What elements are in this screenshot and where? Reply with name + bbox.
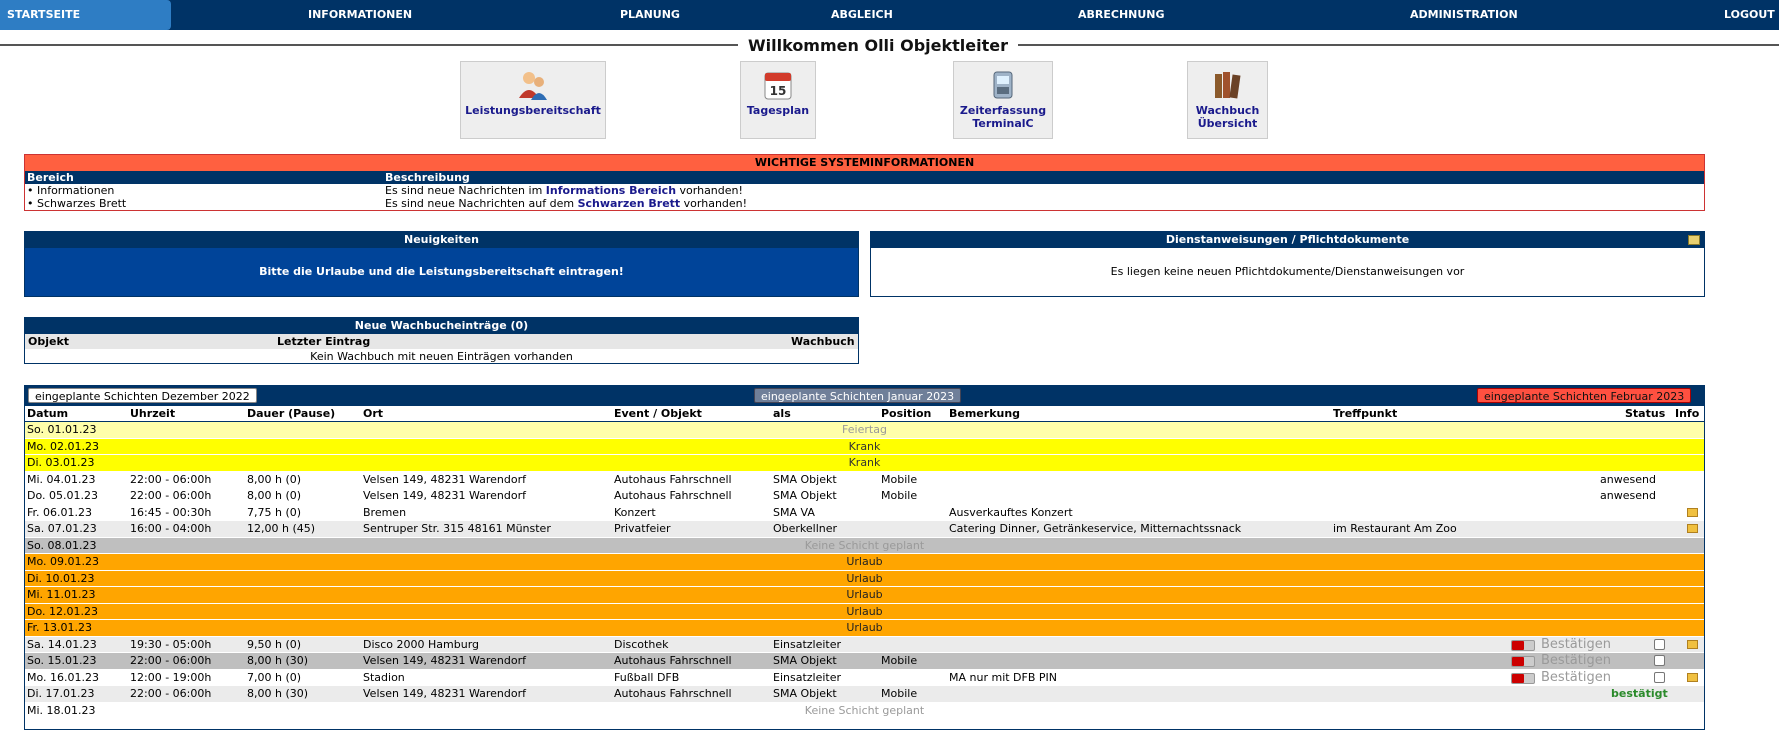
shift-als: Oberkellner	[773, 522, 838, 535]
row-bereich: • Informationen	[27, 184, 115, 197]
documents-body: Es liegen keine neuen Pflichtdokumente/Dienstanweisungen vor	[1110, 265, 1465, 278]
shift-treffpunkt: im Restaurant Am Zoo	[1333, 522, 1457, 535]
col-beschreibung: Beschreibung	[385, 171, 470, 184]
col-als: als	[773, 407, 791, 420]
shift-event: Autohaus Fahrschnell	[614, 489, 732, 502]
tile-zeiterfassung[interactable]	[953, 61, 1053, 139]
shift-bemerkung: Catering Dinner, Getränkeservice, Mitternachtssnack	[949, 522, 1242, 535]
shift-als: SMA VA	[773, 505, 815, 519]
shift-als: SMA Objekt	[773, 687, 837, 700]
wachbuch-title: Neue Wachbucheinträge (0)	[25, 318, 858, 334]
shift-date: Sa. 07.01.23	[27, 522, 97, 535]
shift-dauer: 8,00 h (0)	[247, 489, 302, 502]
col-letzter-eintrag: Letzter Eintrag	[277, 335, 371, 348]
shift-date: Di. 03.01.23	[27, 456, 95, 469]
shift-row	[25, 571, 1704, 588]
shift-date: So. 08.01.23	[27, 538, 97, 552]
shift-date: Fr. 13.01.23	[27, 621, 93, 634]
confirm-button[interactable]: Bestätigen	[1541, 636, 1611, 652]
shift-position: Mobile	[881, 687, 918, 700]
shift-row	[25, 587, 1704, 604]
shift-status-text: Krank	[848, 456, 881, 469]
shift-ort: Disco 2000 Hamburg	[363, 637, 480, 651]
shift-ort: Velsen 149, 48231 Warendorf	[363, 654, 526, 667]
shift-dauer: 7,00 h (0)	[247, 670, 302, 684]
shift-bemerkung: Ausverkauftes Konzert	[949, 505, 1073, 519]
shift-uhrzeit: 16:00 - 04:00h	[130, 522, 212, 535]
page-title: Willkommen Olli Objektleiter	[738, 36, 1018, 55]
text-pre: Es sind neue Nachrichten auf dem	[385, 197, 578, 210]
shift-status-text: Urlaub	[846, 571, 883, 585]
shift-als: Einsatzleiter	[773, 670, 842, 684]
tile-tagesplan[interactable]	[740, 61, 816, 139]
shift-ort: Sentruper Str. 315 48161 Münster	[363, 522, 551, 535]
col-uhrzeit: Uhrzeit	[130, 407, 176, 420]
shift-rows	[25, 422, 1704, 719]
row-bereich: • Schwarzes Brett	[27, 197, 127, 210]
shift-status-text: Krank	[848, 439, 881, 453]
confirm-toggle[interactable]	[1511, 673, 1535, 684]
shift-status-text: Feiertag	[842, 423, 887, 436]
shift-event: Fußball DFB	[614, 670, 680, 684]
shift-row	[25, 521, 1704, 538]
confirm-toggle[interactable]	[1511, 640, 1535, 651]
shift-uhrzeit: 22:00 - 06:00h	[130, 489, 212, 502]
shift-row	[25, 472, 1704, 489]
nav-informationen[interactable]: INFORMATIONEN	[308, 8, 413, 21]
tab-februar[interactable]: eingeplante Schichten Februar 2023	[1477, 388, 1691, 403]
shift-event: Discothek	[614, 637, 669, 651]
col-bemerkung: Bemerkung	[949, 407, 1021, 420]
confirm-button[interactable]: Bestätigen	[1541, 653, 1611, 668]
tab-januar[interactable]: eingeplante Schichten Januar 2023	[754, 388, 961, 403]
tile-leistungsbereitschaft[interactable]	[460, 61, 606, 139]
shift-status-text: Urlaub	[846, 621, 883, 634]
shift-dauer: 8,00 h (30)	[247, 687, 309, 700]
shift-date: Mi. 04.01.23	[27, 472, 96, 486]
shift-dauer: 8,00 h (0)	[247, 472, 302, 486]
shift-row	[25, 637, 1704, 654]
tile-label: Leistungsbereitschaft	[465, 104, 601, 117]
shift-date: Fr. 06.01.23	[27, 505, 93, 519]
shift-date: Di. 10.01.23	[27, 571, 95, 585]
shift-status: anwesend	[1600, 489, 1656, 502]
documents-panel	[870, 231, 1705, 297]
col-event: Event / Objekt	[614, 407, 702, 420]
shift-row	[25, 554, 1704, 571]
shift-event: Autohaus Fahrschnell	[614, 654, 732, 667]
shift-row	[25, 488, 1704, 505]
text-post: vorhanden!	[676, 184, 743, 197]
shift-row	[25, 686, 1704, 703]
shift-als: SMA Objekt	[773, 654, 837, 667]
shift-date: Mi. 18.01.23	[27, 703, 96, 717]
books-icon	[1211, 68, 1245, 102]
wachbuch-empty: Kein Wachbuch mit neuen Einträgen vorhanden	[310, 350, 573, 363]
text-post: vorhanden!	[680, 197, 748, 210]
calendar-icon	[761, 68, 795, 102]
col-objekt: Objekt	[28, 335, 70, 348]
col-ort: Ort	[363, 407, 384, 420]
shift-status-text: Urlaub	[846, 555, 883, 568]
documents-title-text: Dienstanweisungen / Pflichtdokumente	[1165, 233, 1410, 246]
confirm-toggle[interactable]	[1511, 656, 1535, 667]
shifts-panel	[24, 385, 1705, 730]
shift-date: So. 01.01.23	[27, 423, 97, 436]
shift-date: Do. 05.01.23	[27, 489, 98, 502]
shift-row	[25, 604, 1704, 621]
shift-row	[25, 653, 1704, 670]
shift-event: Konzert	[614, 505, 656, 519]
shift-dauer: 12,00 h (45)	[247, 522, 316, 535]
shift-status-text: Keine Schicht geplant	[804, 703, 925, 717]
col-treffpunkt: Treffpunkt	[1333, 407, 1398, 420]
shift-row	[25, 505, 1704, 522]
shift-row	[25, 538, 1704, 555]
folder-icon[interactable]	[1688, 235, 1700, 245]
shift-status-text: Urlaub	[846, 604, 883, 618]
news-body: Bitte die Urlaube und die Leistungsbereitschaft eintragen!	[25, 248, 858, 296]
link-schwarzes-brett[interactable]: Schwarzen Brett	[577, 197, 681, 210]
shift-uhrzeit: 16:45 - 00:30h	[130, 505, 212, 519]
shift-position: Mobile	[881, 654, 918, 667]
nav-startseite[interactable]: STARTSEITE	[0, 0, 171, 30]
system-info-row	[25, 184, 1704, 197]
tile-label-1: Zeiterfassung	[959, 104, 1047, 117]
confirm-checkbox[interactable]	[1654, 639, 1665, 650]
col-wachbuch: Wachbuch	[791, 335, 855, 348]
nav-administration[interactable]: ADMINISTRATION	[1410, 8, 1518, 21]
people-icon	[516, 68, 550, 102]
shift-ort: Velsen 149, 48231 Warendorf	[363, 472, 526, 486]
tile-label: Tagesplan	[746, 104, 810, 117]
link-informations-bereich[interactable]: Informations Bereich	[545, 184, 677, 197]
shift-date: Mo. 16.01.23	[27, 670, 100, 684]
row-beschreibung	[385, 184, 743, 197]
shift-date: Do. 12.01.23	[27, 604, 98, 618]
shift-row	[25, 455, 1704, 472]
shift-event: Autohaus Fahrschnell	[614, 472, 732, 486]
nav-logout[interactable]: LOGOUT	[1724, 8, 1775, 21]
confirm-checkbox[interactable]	[1654, 655, 1665, 666]
info-icon[interactable]	[1687, 508, 1698, 517]
shift-dauer: 9,50 h (0)	[247, 637, 302, 651]
shift-date: Di. 17.01.23	[27, 687, 95, 700]
shift-ort: Stadion	[363, 670, 405, 684]
nav-abrechnung[interactable]: ABRECHNUNG	[1078, 8, 1165, 21]
shift-table-header	[25, 406, 1704, 422]
shift-status-confirmed: bestätigt	[1611, 687, 1668, 700]
shift-ort: Bremen	[363, 505, 407, 519]
shift-row	[25, 422, 1704, 439]
shift-row	[25, 620, 1704, 637]
col-dauer: Dauer (Pause)	[247, 407, 336, 420]
text-pre: Es sind neue Nachrichten im	[385, 184, 546, 197]
shift-status-text: Urlaub	[846, 588, 883, 601]
confirm-button[interactable]: Bestätigen	[1541, 669, 1611, 685]
shift-status: anwesend	[1600, 472, 1656, 486]
shift-als: Einsatzleiter	[773, 637, 842, 651]
system-info-title: WICHTIGE SYSTEMINFORMATIONEN	[25, 155, 1704, 171]
confirm-checkbox[interactable]	[1654, 672, 1665, 683]
row-beschreibung	[385, 197, 747, 210]
news-title: Neuigkeiten	[25, 232, 858, 248]
col-info: Info	[1675, 407, 1700, 420]
shift-als: SMA Objekt	[773, 489, 837, 502]
shift-date: Sa. 14.01.23	[27, 637, 97, 651]
news-panel	[24, 231, 859, 297]
nav-abgleich[interactable]: ABGLEICH	[831, 8, 893, 21]
shift-date: Mi. 11.01.23	[27, 588, 96, 601]
wachbuch-panel	[24, 317, 859, 364]
shift-ort: Velsen 149, 48231 Warendorf	[363, 687, 526, 700]
terminal-icon	[986, 68, 1020, 102]
svg-text:15: 15	[769, 84, 787, 98]
shift-bemerkung: MA nur mit DFB PIN	[949, 670, 1058, 684]
shift-row	[25, 670, 1704, 687]
wachbuch-header	[25, 334, 858, 349]
shift-uhrzeit: 22:00 - 06:00h	[130, 654, 212, 667]
shift-uhrzeit: 12:00 - 19:00h	[130, 670, 212, 684]
col-status: Status	[1625, 407, 1666, 420]
shift-month-tabs	[25, 386, 1704, 406]
info-icon[interactable]	[1687, 673, 1698, 682]
shift-dauer: 7,75 h (0)	[247, 505, 302, 519]
tile-label-2: Übersicht	[1197, 117, 1258, 130]
system-info-panel	[24, 154, 1705, 211]
tab-dezember[interactable]: eingeplante Schichten Dezember 2022	[28, 388, 257, 403]
nav-planung[interactable]: PLANUNG	[620, 8, 680, 21]
shift-dauer: 8,00 h (30)	[247, 654, 309, 667]
shift-ort: Velsen 149, 48231 Warendorf	[363, 489, 526, 502]
top-navigation	[0, 0, 1779, 30]
system-info-header	[25, 171, 1704, 184]
info-icon[interactable]	[1687, 524, 1698, 533]
col-datum: Datum	[27, 407, 69, 420]
tile-label-2: TerminalC	[972, 117, 1034, 130]
shift-row	[25, 439, 1704, 456]
documents-title	[871, 232, 1704, 248]
shift-event: Autohaus Fahrschnell	[614, 687, 732, 700]
info-icon[interactable]	[1687, 640, 1698, 649]
shift-date: So. 15.01.23	[27, 654, 97, 667]
shift-position: Mobile	[881, 489, 918, 502]
shift-uhrzeit: 22:00 - 06:00h	[130, 472, 212, 486]
tile-wachbuch[interactable]	[1187, 61, 1268, 139]
shift-position: Mobile	[881, 472, 918, 486]
shift-uhrzeit: 22:00 - 06:00h	[130, 687, 212, 700]
shift-uhrzeit: 19:30 - 05:00h	[130, 637, 212, 651]
col-position: Position	[881, 407, 932, 420]
tile-label-1: Wachbuch	[1195, 104, 1260, 117]
shift-event: Privatfeier	[614, 522, 671, 535]
shift-status-text: Keine Schicht geplant	[804, 538, 925, 552]
shift-als: SMA Objekt	[773, 472, 837, 486]
shift-date: Mo. 02.01.23	[27, 439, 100, 453]
shift-row	[25, 703, 1704, 720]
system-info-row	[25, 197, 1704, 210]
col-bereich: Bereich	[27, 171, 74, 184]
shift-date: Mo. 09.01.23	[27, 555, 100, 568]
